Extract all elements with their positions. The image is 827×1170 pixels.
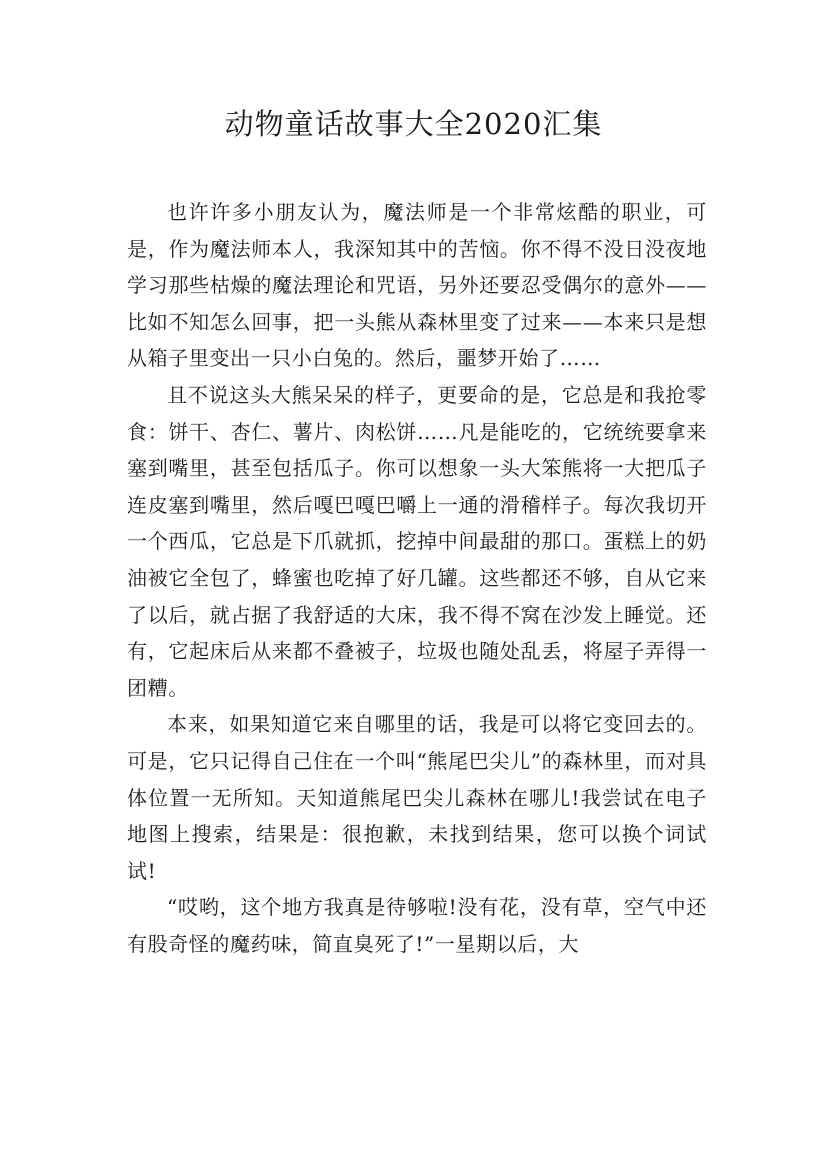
document-title: 动物童话故事大全2020汇集 — [224, 107, 603, 141]
paragraph-4: “哎哟，这个地方我真是待够啦!没有花，没有草，空气中还有股奇怪的魔药味，简直臭死了!”一星期以后，大 — [127, 895, 707, 956]
document-body — [127, 194, 707, 962]
paragraph-1: 也许许多小朋友认为，魔法师是一个非常炫酷的职业，可是，作为魔法师本人，我深知其中的苦恼。你不得不没日没夜地学习那些枯燥的魔法理论和咒语，另外还要忍受偶尔的意外——比如不知怎么回事，把一头熊从森林里变了过来——本来只是想从箱子里变出一只小白兔的。然后，噩梦开始了…… — [127, 200, 707, 371]
paragraph-2: 且不说这头大熊呆呆的样子，更要命的是，它总是和我抢零食：饼干、杏仁、薯片、肉松饼……凡是能吃的，它统统要拿来塞到嘴里，甚至包括瓜子。你可以想象一头大笨熊将一大把瓜子连皮塞到嘴里，然后嘎巴嘎巴嚼上一通的滑稽样子。每次我切开一个西瓜，它总是下爪就抓，挖掉中间最甜的那口。蛋糕上的奶油被它全包了，蜂蜜也吃掉了好几罐。这些都还不够，自从它来了以后，就占据了我舒适的大床，我不得不窝在沙发上睡觉。还有，它起床后从来都不叠被子，垃圾也随处乱丢，将屋子弄得一团糟。 — [127, 382, 707, 700]
paragraph-3: 本来，如果知道它来自哪里的话，我是可以将它变回去的。可是，它只记得自己住在一个叫“熊尾巴尖儿”的森林里，而对具体位置一无所知。天知道熊尾巴尖儿森林在哪儿!我尝试在电子地图上搜索，结果是：很抱歉，未找到结果，您可以换个词试试! — [127, 712, 707, 883]
